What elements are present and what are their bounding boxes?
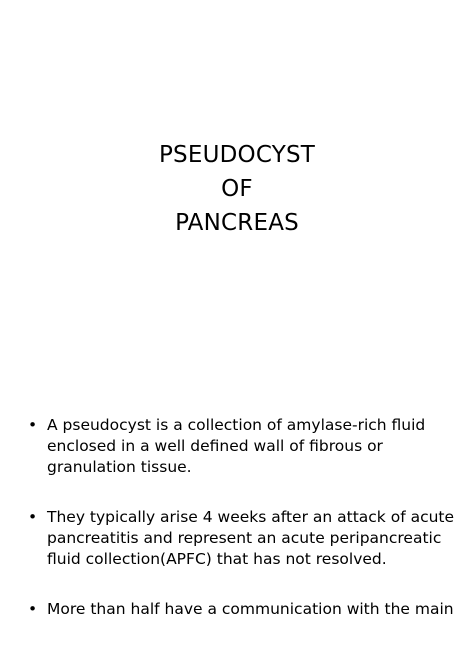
bullet-icon: • <box>28 508 38 526</box>
bullet-3-line-1: More than half have a communication with the main <box>47 600 454 618</box>
bullet-item-2 <box>28 507 468 570</box>
title-line-3: PANCREAS <box>175 210 299 236</box>
bullet-2-line-3: fluid collection(APFC) that has not resolved. <box>47 550 387 568</box>
bullet-1-line-3: granulation tissue. <box>47 458 192 476</box>
bullet-item-1 <box>28 415 468 478</box>
bullet-list <box>28 415 468 649</box>
bullet-icon: • <box>28 416 38 434</box>
bullet-2-line-1: They typically arise 4 weeks after an attack of acute <box>47 508 455 526</box>
bullet-icon: • <box>28 600 38 618</box>
title-line-2: OF <box>221 176 253 202</box>
title-line-1: PSEUDOCYST <box>158 142 315 168</box>
bullet-1-line-1: A pseudocyst is a collection of amylase-rich fluid <box>47 416 426 434</box>
bullet-1-line-2: enclosed in a well defined wall of fibrous or <box>47 437 383 455</box>
bullet-item-3 <box>28 599 468 620</box>
slide-title <box>0 138 474 240</box>
bullet-2-line-2: pancreatitis and represent an acute peripancreatic <box>47 529 442 547</box>
